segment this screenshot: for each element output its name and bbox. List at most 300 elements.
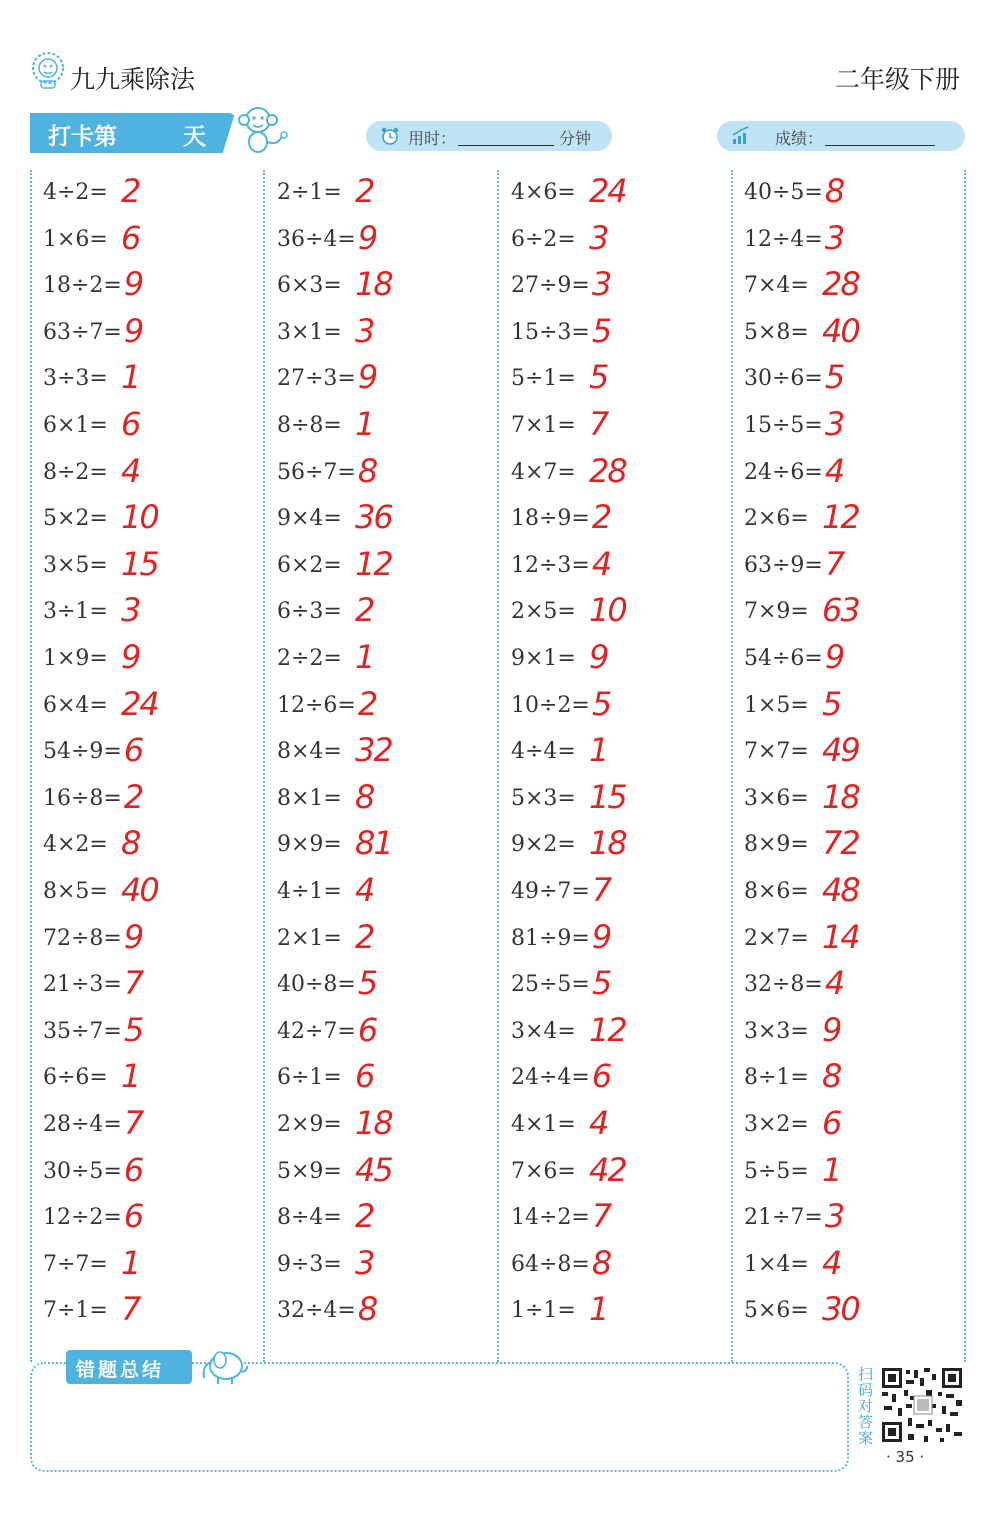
- problem-question: 8÷2=: [43, 459, 108, 485]
- handwritten-answer: 15: [121, 544, 158, 583]
- handwritten-answer: 2: [591, 498, 611, 537]
- handwritten-answer: 1: [589, 1290, 608, 1329]
- handwritten-answer: 5: [357, 964, 377, 1003]
- problem-question: 7×9=: [744, 599, 809, 625]
- problem-row: [43, 1011, 263, 1057]
- problem-row: [277, 545, 497, 591]
- problem-row: [744, 219, 964, 265]
- problem-row: [511, 731, 731, 777]
- problem-row: [277, 172, 497, 218]
- problem-row: [511, 219, 731, 265]
- problem-row: [43, 1290, 263, 1336]
- problem-row: [744, 545, 964, 591]
- problem-question: 5×6=: [744, 1298, 809, 1324]
- lion-logo-icon: [30, 50, 66, 90]
- problem-row: [277, 358, 497, 404]
- handwritten-answer: 48: [822, 871, 859, 909]
- problem-question: 3×2=: [744, 1112, 809, 1137]
- column-divider: [263, 170, 265, 1362]
- problem-row: [511, 1197, 731, 1243]
- handwritten-answer: 12: [355, 544, 392, 583]
- problem-question: 49÷7=: [511, 879, 590, 904]
- problem-row: [43, 405, 263, 451]
- handwritten-answer: 6: [822, 1104, 841, 1142]
- handwritten-answer: 40: [121, 871, 158, 909]
- book-title: 九九乘除法: [70, 65, 196, 94]
- problem-row: [744, 405, 964, 451]
- handwritten-answer: 18: [355, 1104, 392, 1142]
- handwritten-answer: 49: [822, 731, 859, 770]
- problem-row: [511, 685, 731, 731]
- handwritten-answer: 5: [591, 964, 611, 1003]
- problem-row: [511, 312, 731, 358]
- handwritten-answer: 6: [123, 731, 143, 770]
- problem-row: [511, 1244, 731, 1290]
- problem-row: [43, 871, 263, 917]
- problem-row: [43, 918, 263, 964]
- problem-row: [511, 778, 731, 824]
- handwritten-answer: 15: [589, 777, 626, 816]
- problem-row: [511, 545, 731, 591]
- problem-row: [277, 1151, 497, 1197]
- problem-question: 30÷5=: [43, 1158, 122, 1184]
- problem-question: 3÷1=: [43, 599, 108, 625]
- problem-question: 8×5=: [43, 879, 108, 904]
- problem-question: 7÷7=: [43, 1251, 108, 1277]
- handwritten-answer: 10: [589, 591, 626, 630]
- handwritten-answer: 6: [357, 1010, 377, 1049]
- problem-row: [277, 1057, 497, 1103]
- problem-question: 2×7=: [744, 925, 809, 951]
- handwritten-answer: 9: [121, 638, 140, 676]
- problem-question: 5×2=: [43, 506, 108, 532]
- problem-row: [511, 1151, 731, 1197]
- handwritten-answer: 9: [822, 1010, 841, 1049]
- handwritten-answer: 3: [824, 405, 844, 443]
- problem-question: 3×5=: [43, 552, 108, 578]
- handwritten-answer: 6: [123, 1197, 143, 1236]
- problem-row: [511, 265, 731, 311]
- handwritten-answer: 7: [121, 1290, 140, 1329]
- column-divider: [731, 170, 733, 1362]
- problem-question: 9×1=: [511, 646, 576, 671]
- handwritten-answer: 28: [822, 265, 859, 304]
- handwritten-answer: 3: [591, 265, 611, 304]
- problem-row: [744, 452, 964, 498]
- problem-question: 14÷2=: [511, 1205, 590, 1231]
- problem-question: 4×1=: [511, 1112, 576, 1137]
- handwritten-answer: 7: [589, 405, 608, 443]
- checkin-label-left: 打卡第: [48, 124, 117, 150]
- handwritten-answer: 12: [822, 498, 859, 537]
- handwritten-answer: 3: [589, 218, 608, 257]
- handwritten-answer: 9: [591, 917, 611, 956]
- problem-question: 6÷2=: [511, 226, 576, 252]
- handwritten-answer: 7: [123, 964, 143, 1003]
- problem-row: [277, 591, 497, 637]
- problem-row: [511, 824, 731, 870]
- problem-question: 35÷7=: [43, 1018, 122, 1044]
- handwritten-answer: 8: [591, 1243, 611, 1282]
- handwritten-answer: 7: [591, 1197, 611, 1236]
- problem-question: 3×3=: [744, 1018, 809, 1044]
- problem-question: 2×5=: [511, 599, 576, 625]
- handwritten-answer: 5: [591, 311, 611, 350]
- problem-row: [43, 731, 263, 777]
- problem-question: 54÷9=: [43, 739, 122, 765]
- time-unit: 分钟: [559, 129, 592, 148]
- problem-row: [43, 545, 263, 591]
- problem-row: [744, 1244, 964, 1290]
- problem-question: 81÷9=: [511, 925, 590, 951]
- problem-question: 8÷1=: [744, 1065, 809, 1091]
- problem-question: 2÷2=: [277, 646, 342, 671]
- problem-question: 3×4=: [511, 1018, 576, 1044]
- handwritten-answer: 5: [589, 358, 608, 397]
- problem-row: [511, 1057, 731, 1103]
- problem-row: [511, 638, 731, 684]
- problem-row: [43, 778, 263, 824]
- problem-question: 6×3=: [277, 273, 342, 299]
- handwritten-answer: 8: [357, 451, 377, 490]
- problem-row: [744, 312, 964, 358]
- elephant-icon: [198, 1344, 250, 1386]
- handwritten-answer: 2: [121, 172, 140, 210]
- problem-question: 7÷1=: [43, 1298, 108, 1324]
- problem-question: 15÷3=: [511, 319, 590, 345]
- score-field[interactable]: [717, 121, 965, 151]
- problem-row: [43, 1151, 263, 1197]
- handwritten-answer: 28: [589, 451, 626, 490]
- problem-row: [744, 172, 964, 218]
- handwritten-answer: 4: [824, 451, 844, 490]
- handwritten-answer: 2: [355, 917, 374, 956]
- problem-row: [744, 358, 964, 404]
- problem-row: [744, 964, 964, 1010]
- problem-question: 8÷8=: [277, 413, 342, 438]
- problem-row: [43, 964, 263, 1010]
- handwritten-answer: 8: [121, 824, 140, 863]
- handwritten-answer: 18: [822, 777, 859, 816]
- monkey-icon: [232, 102, 290, 160]
- problem-row: [511, 918, 731, 964]
- handwritten-answer: 8: [822, 1057, 841, 1096]
- problem-row: [277, 1290, 497, 1336]
- problem-row: [277, 1244, 497, 1290]
- problem-question: 32÷8=: [744, 972, 823, 998]
- problem-question: 1×5=: [744, 692, 809, 718]
- problem-question: 6×4=: [43, 692, 108, 718]
- handwritten-answer: 1: [355, 638, 374, 676]
- handwritten-answer: 2: [355, 1197, 374, 1236]
- problem-question: 27÷3=: [277, 366, 356, 392]
- problem-row: [744, 265, 964, 311]
- problem-row: [744, 918, 964, 964]
- handwritten-answer: 2: [355, 172, 374, 210]
- handwritten-answer: 2: [123, 777, 143, 816]
- problem-row: [43, 172, 263, 218]
- problem-row: [277, 871, 497, 917]
- problem-row: [277, 964, 497, 1010]
- problem-question: 4÷1=: [277, 879, 342, 904]
- problem-row: [43, 312, 263, 358]
- problem-question: 5÷1=: [511, 366, 576, 392]
- handwritten-answer: 12: [589, 1010, 626, 1049]
- problem-question: 10÷2=: [511, 692, 590, 718]
- handwritten-answer: 24: [121, 684, 158, 723]
- problem-question: 6÷1=: [277, 1065, 342, 1091]
- handwritten-answer: 18: [355, 265, 392, 304]
- handwritten-answer: 8: [824, 172, 844, 210]
- problem-row: [744, 731, 964, 777]
- problem-question: 6×1=: [43, 413, 108, 438]
- problem-row: [744, 1011, 964, 1057]
- handwritten-answer: 4: [589, 1104, 608, 1142]
- problem-row: [277, 824, 497, 870]
- problem-question: 5×8=: [744, 319, 809, 345]
- handwritten-answer: 63: [822, 591, 859, 630]
- handwritten-answer: 7: [591, 871, 611, 909]
- problem-question: 2÷1=: [277, 180, 342, 205]
- handwritten-answer: 9: [123, 917, 143, 956]
- problem-row: [43, 685, 263, 731]
- problem-question: 5×3=: [511, 785, 576, 811]
- problem-row: [744, 1197, 964, 1243]
- problem-question: 8×6=: [744, 879, 809, 904]
- handwritten-answer: 9: [357, 358, 377, 397]
- problem-row: [511, 1104, 731, 1150]
- problem-row: [511, 358, 731, 404]
- problem-row: [43, 824, 263, 870]
- problem-row: [511, 964, 731, 1010]
- handwritten-answer: 32: [355, 731, 392, 770]
- problem-row: [744, 1151, 964, 1197]
- problem-question: 12÷3=: [511, 552, 590, 578]
- problem-question: 2×9=: [277, 1112, 342, 1137]
- handwritten-answer: 3: [355, 311, 374, 350]
- handwritten-answer: 24: [589, 172, 626, 210]
- problem-question: 18÷2=: [43, 273, 122, 299]
- problem-question: 4×7=: [511, 459, 576, 485]
- handwritten-answer: 9: [123, 311, 143, 350]
- score-blank: [825, 145, 935, 146]
- problem-question: 21÷7=: [744, 1205, 823, 1231]
- problem-question: 2×1=: [277, 925, 342, 951]
- problem-question: 9×2=: [511, 832, 576, 858]
- problem-question: 9×4=: [277, 506, 342, 532]
- problem-row: [744, 1290, 964, 1336]
- handwritten-answer: 8: [357, 1290, 377, 1329]
- problem-row: [277, 638, 497, 684]
- problem-row: [511, 871, 731, 917]
- column-divider: [964, 170, 966, 1362]
- problem-question: 64÷8=: [511, 1251, 590, 1277]
- problem-row: [43, 1244, 263, 1290]
- problem-row: [744, 498, 964, 544]
- handwritten-answer: 6: [121, 405, 140, 443]
- problem-question: 27÷9=: [511, 273, 590, 299]
- handwritten-answer: 10: [121, 498, 158, 537]
- problem-question: 24÷4=: [511, 1065, 590, 1091]
- problem-row: [277, 918, 497, 964]
- problem-question: 4×6=: [511, 180, 576, 205]
- problem-question: 4÷2=: [43, 180, 108, 205]
- handwritten-answer: 8: [355, 777, 374, 816]
- problem-question: 30÷6=: [744, 366, 823, 392]
- handwritten-answer: 36: [355, 498, 392, 537]
- problem-question: 3÷3=: [43, 366, 108, 392]
- problem-question: 7×6=: [511, 1158, 576, 1184]
- grade-label: 二年级下册: [834, 65, 960, 94]
- problem-question: 8÷4=: [277, 1205, 342, 1231]
- handwritten-answer: 5: [591, 684, 611, 723]
- problem-question: 18÷9=: [511, 506, 590, 532]
- handwritten-answer: 6: [355, 1057, 374, 1096]
- problem-row: [511, 1290, 731, 1336]
- handwritten-answer: 9: [123, 265, 143, 304]
- handwritten-answer: 3: [121, 591, 140, 630]
- handwritten-answer: 1: [589, 731, 608, 770]
- problem-row: [511, 172, 731, 218]
- handwritten-answer: 1: [121, 358, 140, 397]
- handwritten-answer: 42: [589, 1150, 626, 1189]
- handwritten-answer: 4: [355, 871, 374, 909]
- handwritten-answer: 45: [355, 1150, 392, 1189]
- column-divider: [497, 170, 499, 1362]
- problem-question: 4÷4=: [511, 739, 576, 765]
- problem-question: 42÷7=: [277, 1018, 356, 1044]
- problem-question: 28÷4=: [43, 1112, 122, 1137]
- problem-question: 1×4=: [744, 1251, 809, 1277]
- problem-row: [744, 1104, 964, 1150]
- problem-row: [511, 498, 731, 544]
- handwritten-answer: 7: [824, 544, 844, 583]
- handwritten-answer: 4: [121, 451, 140, 490]
- problem-row: [511, 452, 731, 498]
- problem-row: [277, 1197, 497, 1243]
- problem-question: 24÷6=: [744, 459, 823, 485]
- problem-row: [744, 778, 964, 824]
- problem-row: [43, 498, 263, 544]
- problem-question: 6÷6=: [43, 1065, 108, 1091]
- problem-question: 12÷6=: [277, 692, 356, 718]
- problem-row: [43, 1057, 263, 1103]
- problem-question: 1×6=: [43, 226, 108, 252]
- time-label: 用时：: [408, 129, 457, 148]
- problem-question: 2×6=: [744, 506, 809, 532]
- problem-question: 1×9=: [43, 646, 108, 671]
- problem-row: [277, 1011, 497, 1057]
- problem-question: 72÷8=: [43, 925, 122, 951]
- problem-row: [43, 219, 263, 265]
- handwritten-answer: 9: [357, 218, 377, 257]
- problem-row: [511, 1011, 731, 1057]
- handwritten-answer: 4: [824, 964, 844, 1003]
- problem-question: 3×1=: [277, 319, 342, 345]
- handwritten-answer: 6: [591, 1057, 611, 1096]
- problem-row: [744, 824, 964, 870]
- problem-row: [43, 358, 263, 404]
- handwritten-answer: 30: [822, 1290, 859, 1329]
- handwritten-answer: 6: [123, 1150, 143, 1189]
- problem-row: [744, 1057, 964, 1103]
- handwritten-answer: 5: [123, 1010, 143, 1049]
- column-divider: [30, 170, 32, 1362]
- problem-question: 6÷3=: [277, 599, 342, 625]
- handwritten-answer: 1: [822, 1150, 841, 1189]
- page-number: · 35 ·: [886, 1448, 925, 1466]
- score-chart-icon: [731, 126, 751, 146]
- problem-question: 21÷3=: [43, 972, 122, 998]
- problem-question: 40÷8=: [277, 972, 356, 998]
- problem-question: 7×4=: [744, 273, 809, 299]
- time-field[interactable]: [366, 121, 612, 151]
- problem-question: 7×1=: [511, 413, 576, 438]
- handwritten-answer: 1: [121, 1057, 140, 1096]
- problem-row: [277, 312, 497, 358]
- problem-row: [43, 452, 263, 498]
- problem-question: 16÷8=: [43, 785, 122, 811]
- problem-row: [744, 685, 964, 731]
- handwritten-answer: 72: [822, 824, 859, 863]
- problem-question: 7×7=: [744, 739, 809, 765]
- qr-code-icon[interactable]: [880, 1366, 964, 1444]
- handwritten-answer: 3: [355, 1243, 374, 1282]
- handwritten-answer: 5: [822, 684, 841, 723]
- problem-row: [277, 265, 497, 311]
- handwritten-answer: 3: [824, 1197, 844, 1236]
- handwritten-answer: 4: [591, 544, 611, 583]
- problem-question: 40÷5=: [744, 180, 823, 205]
- handwritten-answer: 9: [589, 638, 608, 676]
- problem-row: [277, 731, 497, 777]
- checkin-label-right: 天: [183, 124, 206, 150]
- handwritten-answer: 4: [822, 1243, 841, 1282]
- handwritten-answer: 5: [824, 358, 844, 397]
- problem-question: 15÷5=: [744, 413, 823, 438]
- handwritten-answer: 81: [355, 824, 392, 863]
- problem-row: [277, 219, 497, 265]
- problem-row: [43, 1104, 263, 1150]
- handwritten-answer: 3: [824, 218, 844, 257]
- problem-question: 8×4=: [277, 739, 342, 765]
- problem-question: 12÷4=: [744, 226, 823, 252]
- handwritten-answer: 2: [355, 591, 374, 630]
- handwritten-answer: 1: [355, 405, 374, 443]
- problem-question: 36÷4=: [277, 226, 356, 252]
- problem-question: 8×1=: [277, 785, 342, 811]
- handwritten-answer: 6: [121, 218, 140, 257]
- score-label: 成绩：: [775, 129, 824, 148]
- problem-row: [277, 452, 497, 498]
- problem-question: 5×9=: [277, 1158, 342, 1184]
- handwritten-answer: 7: [123, 1104, 143, 1142]
- mistakes-label: 错题总结: [76, 1359, 165, 1381]
- problem-row: [43, 265, 263, 311]
- problem-row: [277, 405, 497, 451]
- handwritten-answer: 14: [822, 917, 859, 956]
- problem-row: [277, 498, 497, 544]
- problem-row: [43, 591, 263, 637]
- problem-question: 9÷3=: [277, 1251, 342, 1277]
- handwritten-answer: 18: [589, 824, 626, 863]
- problem-question: 6×2=: [277, 552, 342, 578]
- problem-question: 25÷5=: [511, 972, 590, 998]
- problem-question: 54÷6=: [744, 646, 823, 671]
- problem-question: 56÷7=: [277, 459, 356, 485]
- problem-question: 1÷1=: [511, 1298, 576, 1324]
- problem-question: 5÷5=: [744, 1158, 809, 1184]
